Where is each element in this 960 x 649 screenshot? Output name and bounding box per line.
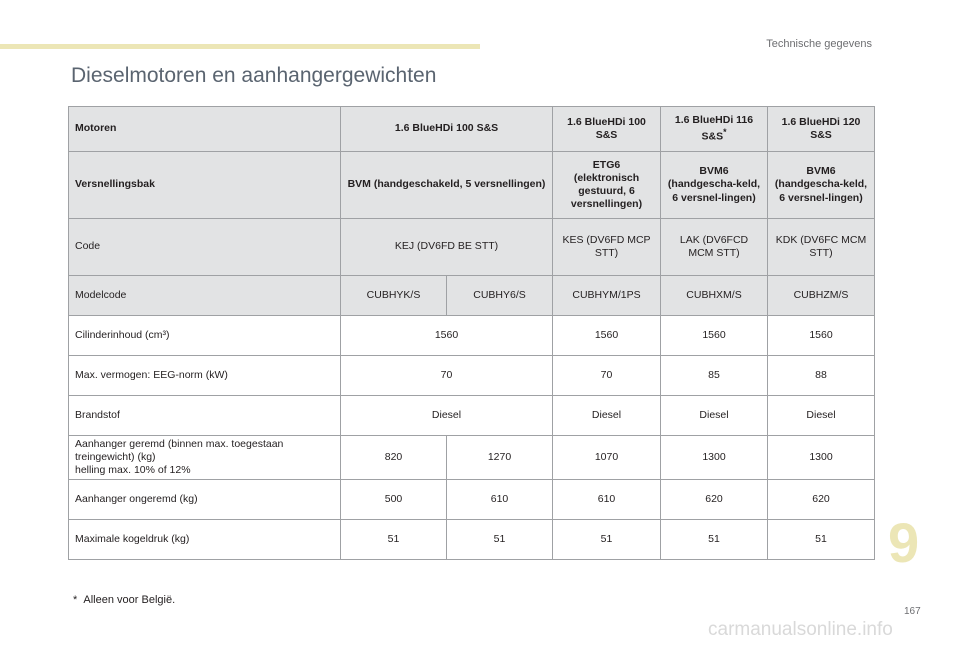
table-cell: 820 bbox=[341, 436, 447, 480]
table-cell: 1.6 BlueHDi 100 S&S bbox=[341, 107, 553, 152]
engine-specs-table bbox=[68, 106, 875, 560]
table-cell: 1.6 BlueHDi 100 S&S bbox=[553, 107, 661, 152]
row-label: Brandstof bbox=[69, 396, 341, 436]
row-label: Modelcode bbox=[69, 276, 341, 316]
table-cell: 1560 bbox=[661, 316, 768, 356]
table-cell: 70 bbox=[341, 356, 553, 396]
table-cell: BVM6 (handgescha-keld, 6 versnel-lingen) bbox=[661, 152, 768, 219]
table-cell bbox=[661, 107, 768, 152]
table-cell: 1270 bbox=[447, 436, 553, 480]
table-row-nose-weight bbox=[69, 520, 875, 560]
table-row-model-code bbox=[69, 276, 875, 316]
table-cell: CUBHYK/S bbox=[341, 276, 447, 316]
table-cell: 88 bbox=[768, 356, 875, 396]
table-cell: 620 bbox=[768, 480, 875, 520]
table-cell: Diesel bbox=[553, 396, 661, 436]
row-label: Maximale kogeldruk (kg) bbox=[69, 520, 341, 560]
row-label: Code bbox=[69, 219, 341, 276]
footnote-mark: * bbox=[723, 127, 727, 138]
label-line: Aanhanger geremd (binnen max. toegestaan treingewicht) (kg) bbox=[75, 438, 284, 464]
table-cell: 1560 bbox=[341, 316, 553, 356]
table-cell: 51 bbox=[341, 520, 447, 560]
table-cell: 51 bbox=[768, 520, 875, 560]
table-cell: 51 bbox=[447, 520, 553, 560]
table-cell: 610 bbox=[447, 480, 553, 520]
table-cell: 1070 bbox=[553, 436, 661, 480]
row-label: Motoren bbox=[69, 107, 341, 152]
table-cell: CUBHXM/S bbox=[661, 276, 768, 316]
table-cell: 1560 bbox=[768, 316, 875, 356]
table-row-engines bbox=[69, 107, 875, 152]
table-cell: KDK (DV6FC MCM STT) bbox=[768, 219, 875, 276]
table-cell: 1560 bbox=[553, 316, 661, 356]
footnote bbox=[73, 594, 175, 606]
footnote-mark: * bbox=[73, 594, 78, 606]
section-title: Technische gegevens bbox=[766, 38, 872, 50]
table-cell: CUBHY6/S bbox=[447, 276, 553, 316]
table-row-unbraked-trailer bbox=[69, 480, 875, 520]
table-cell: BVM (handgeschakeld, 5 versnellingen) bbox=[341, 152, 553, 219]
table-cell: KEJ (DV6FD BE STT) bbox=[341, 219, 553, 276]
table-cell: LAK (DV6FCD MCM STT) bbox=[661, 219, 768, 276]
top-accent-bar bbox=[0, 44, 480, 49]
watermark: carmanualsonline.info bbox=[708, 619, 893, 640]
row-label: Versnellingsbak bbox=[69, 152, 341, 219]
table-cell: BVM6 (handgescha-keld, 6 versnel-lingen) bbox=[768, 152, 875, 219]
page-number: 167 bbox=[904, 606, 921, 617]
table-cell: 51 bbox=[553, 520, 661, 560]
table-cell: Diesel bbox=[341, 396, 553, 436]
table-row-gearbox bbox=[69, 152, 875, 219]
label-line: helling max. 10% of 12% bbox=[75, 464, 191, 477]
table-row-braked-trailer bbox=[69, 436, 875, 480]
cell-text: 1.6 BlueHDi 116 S&S bbox=[674, 114, 754, 143]
table-cell: 85 bbox=[661, 356, 768, 396]
chapter-number: 9 bbox=[888, 511, 920, 574]
table-row-displacement bbox=[69, 316, 875, 356]
table-row-code bbox=[69, 219, 875, 276]
table-cell: ETG6 (elektronisch gestuurd, 6 versnellingen) bbox=[553, 152, 661, 219]
row-label: Max. vermogen: EEG-norm (kW) bbox=[69, 356, 341, 396]
footnote-text: Alleen voor België. bbox=[83, 594, 176, 606]
table-cell: 51 bbox=[661, 520, 768, 560]
table-cell: 1300 bbox=[768, 436, 875, 480]
table-cell: 610 bbox=[553, 480, 661, 520]
table-cell: KES (DV6FD MCP STT) bbox=[553, 219, 661, 276]
table-cell: Diesel bbox=[661, 396, 768, 436]
table-cell: 70 bbox=[553, 356, 661, 396]
page-title: Dieselmotoren en aanhangergewichten bbox=[71, 64, 437, 87]
row-label bbox=[69, 436, 341, 480]
table-cell: 500 bbox=[341, 480, 447, 520]
table-row-power bbox=[69, 356, 875, 396]
table-cell: 1300 bbox=[661, 436, 768, 480]
table-cell: CUBHZM/S bbox=[768, 276, 875, 316]
table-cell: Diesel bbox=[768, 396, 875, 436]
row-label: Cilinderinhoud (cm³) bbox=[69, 316, 341, 356]
table-cell: 1.6 BlueHDi 120 S&S bbox=[768, 107, 875, 152]
table-cell: 620 bbox=[661, 480, 768, 520]
table-cell: CUBHYM/1PS bbox=[553, 276, 661, 316]
row-label: Aanhanger ongeremd (kg) bbox=[69, 480, 341, 520]
table-row-fuel bbox=[69, 396, 875, 436]
